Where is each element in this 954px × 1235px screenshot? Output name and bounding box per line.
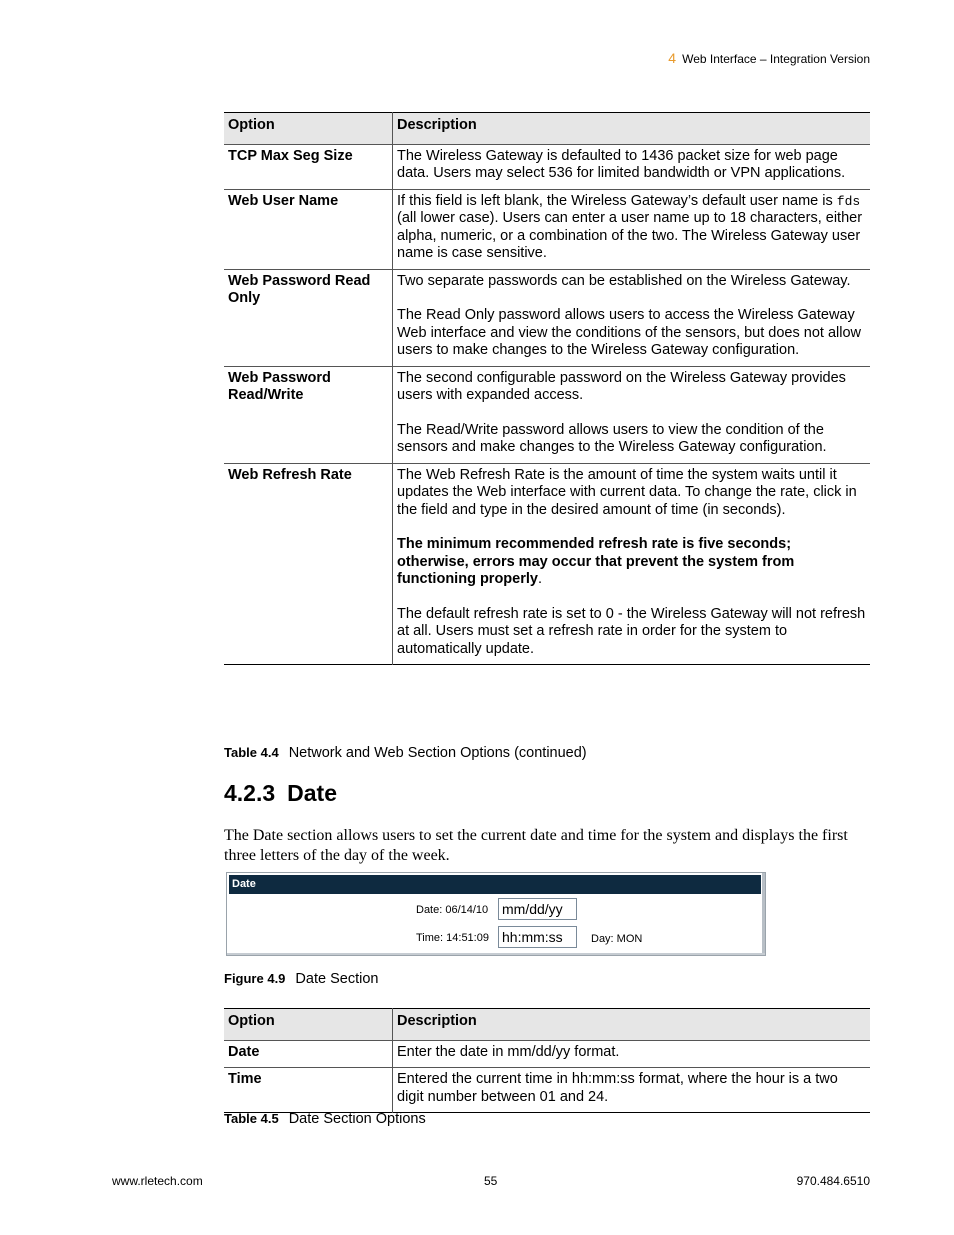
description-cell	[393, 463, 871, 665]
section-title-bar: Date	[229, 875, 761, 894]
description-paragraph: The Wireless Gateway is defaulted to 1436 packet size for web page data. Users may select 536 for limited bandwidth or VPN applications.	[397, 147, 846, 181]
footer-phone: 970.484.6510	[796, 1174, 870, 1188]
column-header-description: Description	[393, 1009, 871, 1041]
description-paragraph: The second configurable password on the Wireless Gateway provides users with expanded access.	[397, 369, 846, 403]
description-paragraph: Two separate passwords can be established on the Wireless Gateway.	[397, 272, 851, 289]
text-span: If this field is left blank, the Wireless Gateway’s default user name is	[397, 192, 837, 209]
table-header-row	[224, 1009, 870, 1041]
table-row	[224, 269, 870, 366]
options-table-4-5	[224, 1008, 870, 1113]
description-cell	[393, 189, 871, 269]
options-table-4-4	[224, 112, 870, 665]
table-row	[224, 189, 870, 269]
description-cell	[393, 269, 871, 366]
option-cell: Time	[224, 1068, 393, 1113]
column-header-option: Option	[224, 113, 393, 145]
description-paragraph	[397, 193, 866, 263]
table-row	[224, 463, 870, 665]
figure-caption	[224, 971, 378, 987]
description-cell	[393, 366, 871, 463]
bottom-border-shade	[227, 953, 765, 955]
section-number: 4.2.3	[224, 780, 276, 806]
caption-text: Date Section Options	[288, 1111, 426, 1127]
chapter-number: 4	[668, 50, 677, 66]
description-cell	[393, 144, 871, 189]
text-span: (all lower case). Users can enter a user name up to 18 characters, either alpha, numeric, or a combination of the two. The Wireless Gateway user name is case sensitive.	[397, 210, 863, 261]
section-heading	[224, 780, 337, 807]
table-row	[224, 144, 870, 189]
time-label: Time: 14:51:09	[416, 932, 489, 944]
date-section-screenshot	[226, 872, 766, 956]
column-header-description: Description	[393, 113, 871, 145]
table-header-row	[224, 113, 870, 145]
page-number: 55	[484, 1174, 498, 1188]
description-cell: Entered the current time in hh:mm:ss format, where the hour is a two digit number between 01 and 24.	[397, 1071, 838, 1105]
description-cell: Enter the date in mm/dd/yy format.	[397, 1043, 620, 1060]
caption-label: Figure 4.9	[224, 971, 286, 986]
caption-label: Table 4.5	[224, 1111, 279, 1126]
warning-paragraph: The minimum recommended refresh rate is five seconds; otherwise, errors may occur that prevent the system from functioning properly.	[397, 536, 795, 587]
footer-website-link[interactable]: www.rletech.com	[112, 1174, 203, 1188]
option-cell: Web User Name	[224, 189, 393, 269]
default-username-code: fds	[836, 193, 861, 209]
chapter-title: Web Interface – Integration Version	[682, 52, 870, 66]
option-cell: TCP Max Seg Size	[224, 144, 393, 189]
description-paragraph: The Read Only password allows users to access the Wireless Gateway Web interface and view the conditions of the sensors, but does not allow users to make changes to the Wireless Gateway configuration.	[397, 307, 862, 358]
section-title: Date	[287, 780, 338, 806]
description-paragraph: The default refresh rate is set to 0 - the Wireless Gateway will not refresh at all. Users must set a refresh rate in order for the system to automatically update.	[397, 605, 866, 657]
table-row	[224, 1068, 870, 1113]
description-paragraph: The Read/Write password allows users to view the condition of the sensors and make changes to the Wireless Gateway configuration.	[397, 421, 827, 455]
caption-text: Network and Web Section Options (continued)	[288, 745, 587, 761]
warning-text: The minimum recommended refresh rate is five seconds; otherwise, errors may occur that prevent the system from functioning properly	[397, 536, 795, 587]
option-cell: Web Password Read/Write	[224, 366, 393, 463]
date-input[interactable]: mm/dd/yy	[498, 898, 577, 920]
option-cell: Web Password Read Only	[224, 269, 393, 366]
running-header	[668, 50, 870, 66]
caption-text: Date Section	[295, 971, 379, 987]
section-paragraph: The Date section allows users to set the current date and time for the system and displays the first three letters of the day of the week.	[224, 827, 848, 864]
day-label: Day: MON	[591, 933, 643, 945]
time-input[interactable]: hh:mm:ss	[498, 926, 577, 948]
caption-label: Table 4.4	[224, 745, 279, 760]
date-label: Date: 06/14/10	[416, 904, 489, 916]
option-cell: Web Refresh Rate	[224, 463, 393, 665]
option-cell: Date	[224, 1040, 393, 1068]
column-header-option: Option	[224, 1009, 393, 1041]
table-caption	[224, 745, 587, 761]
table-row	[224, 1040, 870, 1068]
table-caption	[224, 1111, 426, 1127]
description-paragraph: The Web Refresh Rate is the amount of time the system waits until it updates the Web interface with current data. To change the rate, click in the field and type in the desired amount of time (in seconds).	[397, 466, 857, 518]
table-row	[224, 366, 870, 463]
right-border-shade	[762, 873, 765, 955]
